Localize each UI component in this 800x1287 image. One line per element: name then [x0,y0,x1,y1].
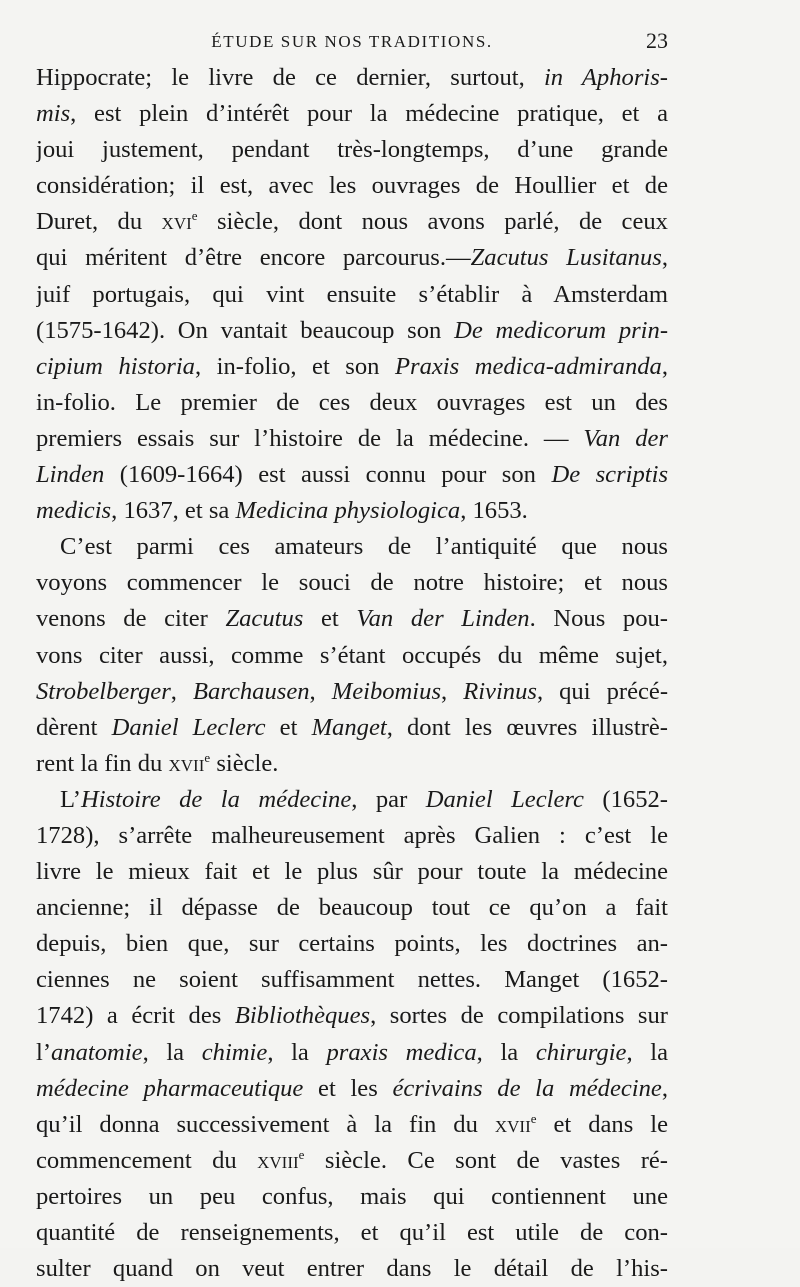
text-line: Strobelberger, Barchausen, Meibomius, Rivinus, qui précé- [36,677,668,705]
text-line: qu’il donna successivement à la fin du xvii$^e$ et dans le [36,1110,668,1138]
text-line: in-folio. Le premier de ces deux ouvrages est un des [36,388,668,416]
text-line: Linden (1609-1664) est aussi connu pour son De scriptis [36,461,668,489]
text-line: L’Histoire de la médecine, par Daniel Leclerc (1652- [60,785,668,813]
text-line: dèrent Daniel Leclerc et Manget, dont les œuvres illustrè- [36,713,668,741]
running-head [36,24,668,58]
text-line: voyons commencer le souci de notre histoire; et nous [36,569,668,597]
text-line: venons de citer Zacutus et Van der Linden. Nous pou- [36,605,668,633]
text-line: l’anatomie, la chimie, la praxis medica, la chirurgie, la [36,1038,668,1066]
text-line: premiers essais sur l’histoire de la médecine. — Van der [36,424,668,452]
text-line: ancienne; il dépasse de beaucoup tout ce qu’on a fait [36,894,668,922]
text-line: 1742) a écrit des Bibliothèques, sortes de compilations sur [36,1002,668,1030]
text-line: Hippocrate; le livre de ce dernier, surtout, in Aphoris- [36,64,668,91]
text-line: mis, est plein d’intérêt pour la médecine pratique, et a [36,100,668,128]
text-line: depuis, bien que, sur certains points, les doctrines an- [36,930,668,958]
text-line: juif portugais, qui vint ensuite s’établir à Amsterdam [36,280,668,308]
text-line: médecine pharmaceutique et les écrivains de la médecine, [36,1074,668,1102]
text-line: Duret, du xvi$^e$ siècle, dont nous avons parlé, de ceux [36,208,668,236]
text-line: medicis, 1637, et sa Medicina physiologica, 1653. [36,497,528,525]
text-line: 1728), s’arrête malheureusement après Galien : c’est le [36,821,668,849]
text-line: pertoires un peu confus, mais qui contiennent une [36,1182,668,1210]
text-line: livre le mieux fait et le plus sûr pour toute la médecine [36,858,668,886]
text-line: ciennes ne soient suffisamment nettes. Manget (1652- [36,966,668,994]
text-line: sulter quand on veut entrer dans le détail de l’his- [36,1255,668,1283]
text-line: joui justement, pendant très-longtemps, d’une grande [36,136,668,164]
text-line: (1575-1642). On vantait beaucoup son De medicorum prin- [36,316,668,344]
text-line: quantité de renseignements, et qu’il est utile de con- [36,1219,668,1246]
running-title: ÉTUDE SUR NOS TRADITIONS. [211,32,493,51]
text-line: C’est parmi ces amateurs de l’antiquité que nous [60,533,668,561]
text-line: qui méritent d’être encore parcourus.—Zacutus Lusitanus, [36,244,668,272]
text-line: vons citer aussi, comme s’étant occupés du même sujet, [36,641,668,669]
text-line: considération; il est, avec les ouvrages de Houllier et de [36,172,668,200]
text-line: rent la fin du xvii$^e$ siècle. [36,749,279,777]
text-line: cipium historia, in-folio, et son Praxis medica-admiranda, [36,352,668,380]
body-text [36,60,668,1287]
page-number: 23 [646,28,668,53]
text-line: commencement du xviii$^e$ siècle. Ce sont de vastes ré- [36,1146,668,1174]
